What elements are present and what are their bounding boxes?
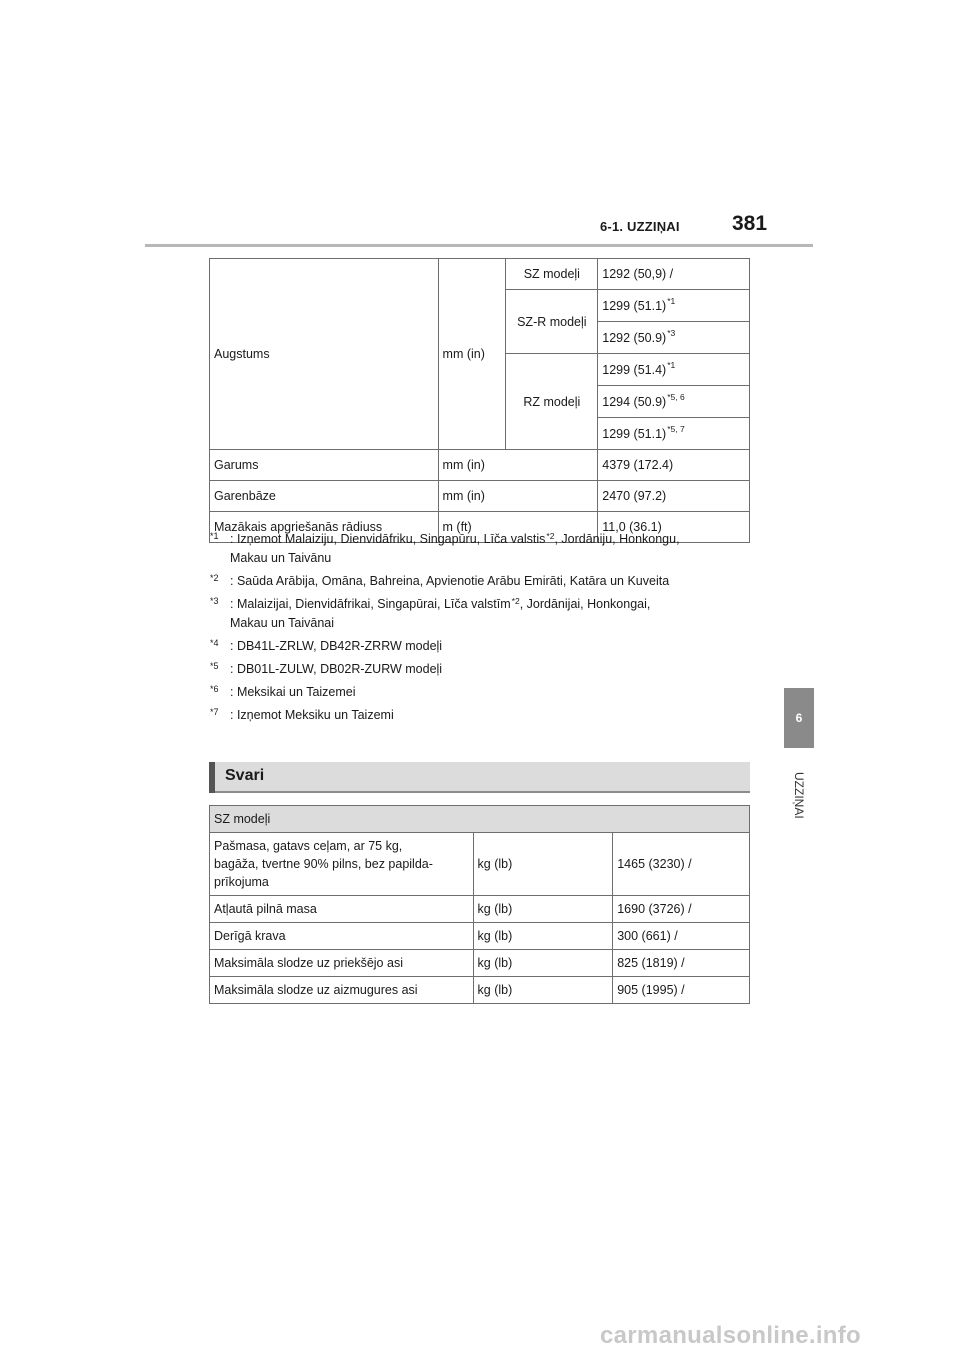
weight-value: 905 (1995) /	[613, 977, 750, 1004]
weight-value: 1690 (3726) /	[613, 896, 750, 923]
dimension-label: Garenbāze	[210, 481, 439, 512]
dimension-unit: mm (in)	[438, 450, 598, 481]
watermark[interactable]: carmanualsonline.info	[600, 1322, 862, 1349]
weights-section-header	[209, 762, 750, 793]
weights-table	[209, 805, 750, 1004]
section-accent	[209, 762, 215, 793]
dimension-label: Garums	[210, 450, 439, 481]
dimension-unit: mm (in)	[438, 481, 598, 512]
header-divider	[145, 244, 813, 247]
dimensions-table	[209, 258, 750, 543]
footnote: *1 : Izņemot Malaiziju, Dienvidāfriku, Singapūru, Līča valstis$^{*2}$, Jordāniju, Honkongu, Makau un Taivānu	[209, 530, 769, 568]
sz-height-value: 1292 (50,9) /	[598, 259, 750, 290]
page-number: 381	[732, 212, 768, 235]
szr-model-label: SZ-R modeļi	[506, 290, 598, 354]
footnote-mark: *4	[210, 638, 219, 648]
footnote-mark: *7	[210, 707, 219, 717]
weight-value: 825 (1819) /	[613, 950, 750, 977]
footnote-mark: *6	[210, 684, 219, 694]
footnote-ref: *1	[667, 359, 676, 370]
footnote: *2 : Saūda Arābija, Omāna, Bahreina, Apvienotie Arābu Emirāti, Katāra un Kuveita	[209, 572, 769, 591]
weight-label: Derīgā krava	[210, 923, 474, 950]
weights-model-header: SZ modeļi	[210, 806, 750, 833]
weight-label: Pašmasa, gatavs ceļam, ar 75 kg, bagāža, tvertne 90% pilns, bez papilda- prīkojuma	[210, 833, 474, 896]
weight-unit: kg (lb)	[473, 833, 613, 896]
rz-height-value-3: 1299 $(51.1)^{*5, 7}$	[598, 418, 750, 450]
szr-height-value-1: 1299 $(51.1)^{*1}$	[598, 290, 750, 322]
footnote-ref: *5, 7	[667, 423, 685, 434]
weight-unit: kg (lb)	[473, 977, 613, 1004]
footnote-mark: *1	[210, 531, 219, 541]
footnote-ref: *5, 6	[667, 391, 685, 402]
dimension-value: 11,0 (36.1)	[598, 512, 750, 543]
sz-model-label: SZ modeļi	[506, 259, 598, 290]
section-heading: Svari	[225, 767, 265, 784]
dimension-unit: m (ft)	[438, 512, 598, 543]
footnotes	[209, 530, 769, 729]
dimension-label: Mazākais apgriešanās rādiuss	[210, 512, 439, 543]
weight-value: 300 (661) /	[613, 923, 750, 950]
rz-height-value-1: 1299 $(51.4)^{*1}$	[598, 354, 750, 386]
section-title: 6-1. UZZIŅAI	[600, 219, 680, 234]
weight-unit: kg (lb)	[473, 923, 613, 950]
footnote-ref: *1	[667, 295, 676, 306]
weight-unit: kg (lb)	[473, 950, 613, 977]
footnote-mark: *3	[210, 596, 219, 606]
rz-height-value-2: 1294 $(50.9)^{*5, 6}$	[598, 386, 750, 418]
weight-value: 1465 (3230) /	[613, 833, 750, 896]
weight-label: Atļautā pilnā masa	[210, 896, 474, 923]
dimension-value: 2470 (97.2)	[598, 481, 750, 512]
footnote-mark: *5	[210, 661, 219, 671]
footnote-ref: *3	[667, 327, 676, 338]
dimension-value: 4379 (172.4)	[598, 450, 750, 481]
footnote: *3 : Malaizijai, Dienvidāfrikai, Singapūrai, Līča valstīm$^{*2}$, Jordānijai, Honkongai, Makau un Taivānai	[209, 595, 769, 633]
height-label: Augstums	[210, 259, 439, 450]
weight-label: Maksimāla slodze uz aizmugures asi	[210, 977, 474, 1004]
footnote: *7 : Izņemot Meksiku un Taizemi	[209, 706, 769, 725]
footnote: *4 : DB41L-ZRLW, DB42R-ZRRW modeļi	[209, 637, 769, 656]
rz-model-label: RZ modeļi	[506, 354, 598, 450]
weight-unit: kg (lb)	[473, 896, 613, 923]
footnote: *6 : Meksikai un Taizemei	[209, 683, 769, 702]
szr-height-value-2: 1292 $(50.9)^{*3}$	[598, 322, 750, 354]
chapter-label: UZZIŅAI	[792, 771, 806, 819]
height-unit: mm (in)	[438, 259, 506, 450]
footnote-mark: *2	[210, 573, 219, 583]
footnote: *5 : DB01L-ZULW, DB02R-ZURW modeļi	[209, 660, 769, 679]
chapter-tab[interactable]	[784, 688, 814, 748]
chapter-number: 6	[795, 711, 803, 725]
weight-label: Maksimāla slodze uz priekšējo asi	[210, 950, 474, 977]
